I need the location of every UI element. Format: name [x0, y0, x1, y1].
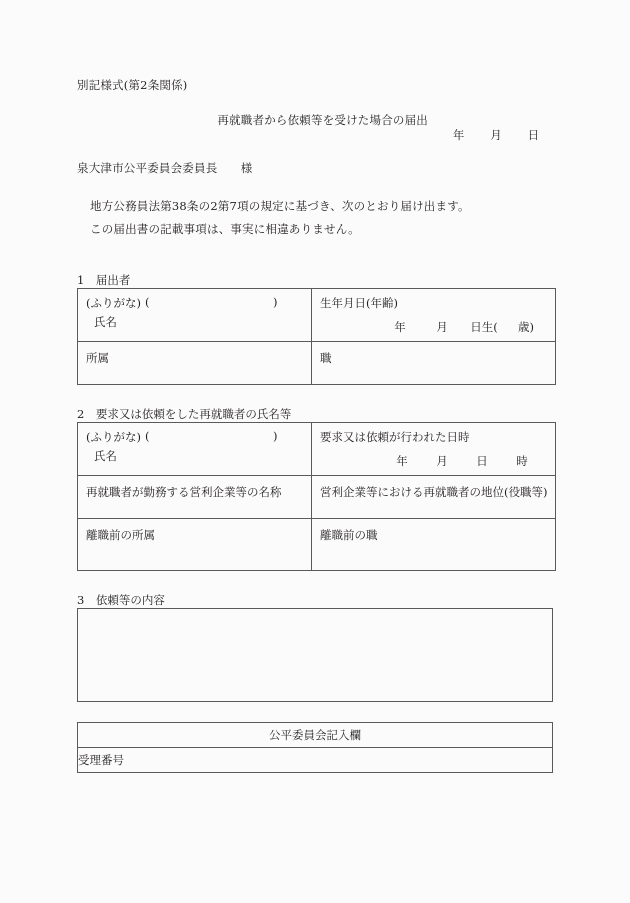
- submission-date-year: 年: [452, 128, 465, 142]
- previous-position-label: 離職前の職: [320, 528, 378, 542]
- receipt-number-cell[interactable]: [78, 748, 553, 773]
- table-row: [78, 748, 553, 773]
- request-datetime-line: [320, 453, 542, 469]
- request-content-textarea[interactable]: [77, 608, 553, 702]
- registrant-furigana-label: (ふりがな): [86, 296, 141, 310]
- registrant-name-label: 氏名: [94, 315, 117, 329]
- reemployed-furigana-paren-close: ): [273, 429, 278, 443]
- registrant-birth-month: 月: [436, 320, 448, 334]
- registrant-affiliation-label: 所属: [86, 351, 109, 365]
- registrant-birth-day: 日生(: [470, 320, 498, 334]
- table-row: [78, 342, 556, 385]
- registrant-name-cell[interactable]: [78, 289, 312, 342]
- reemployed-furigana-label: (ふりがな): [86, 430, 141, 444]
- previous-affiliation-label: 離職前の所属: [86, 528, 155, 542]
- previous-position-cell[interactable]: [312, 519, 556, 571]
- reemployed-person-table: [77, 422, 556, 571]
- company-position-cell[interactable]: [312, 476, 556, 519]
- table-row: [78, 423, 556, 476]
- table-row: [78, 519, 556, 571]
- request-year: 年: [396, 454, 408, 468]
- reemployed-name-cell[interactable]: [78, 423, 312, 476]
- committee-header-label: 公平委員会記入欄: [269, 728, 361, 742]
- body-paragraph-line-1: 地方公務員法第38条の2第7項の規定に基づき、次のとおり届け出ます。: [90, 199, 470, 213]
- request-day: 日: [476, 454, 488, 468]
- submission-date-line: [440, 127, 552, 143]
- request-hour: 時: [516, 454, 528, 468]
- section-2-heading: 2 要求又は依頼をした再就職者の氏名等: [77, 407, 292, 421]
- previous-affiliation-cell[interactable]: [78, 519, 312, 571]
- registrant-position-label: 職: [320, 351, 332, 365]
- reemployed-furigana-paren-open: (: [145, 429, 150, 443]
- registrant-birthdate-line: [320, 319, 547, 335]
- page-title-text: 再就職者から依頼等を受けた場合の届出: [217, 112, 429, 127]
- registrant-position-cell[interactable]: [312, 342, 556, 385]
- reemployed-name-label: 氏名: [94, 449, 117, 463]
- company-name-cell[interactable]: [78, 476, 312, 519]
- table-row: [78, 289, 556, 342]
- committee-table: [77, 722, 553, 773]
- form-code-label: 別記様式(第2条関係): [77, 78, 188, 92]
- company-name-label: 再就職者が勤務する営利企業等の名称: [86, 485, 282, 499]
- submission-date-day: 日: [527, 128, 540, 142]
- section-3-heading: 3 依頼等の内容: [77, 593, 165, 607]
- registrant-table: [77, 288, 556, 385]
- section-1-heading: 1 届出者: [77, 273, 131, 287]
- registrant-birthdate-title: 生年月日(年齢): [320, 296, 398, 310]
- registrant-birth-year: 年: [394, 320, 406, 334]
- registrant-birthdate-cell[interactable]: [312, 289, 556, 342]
- request-datetime-cell[interactable]: [312, 423, 556, 476]
- table-row: [78, 476, 556, 519]
- request-datetime-title: 要求又は依頼が行われた日時: [320, 430, 470, 444]
- company-position-label: 営利企業等における再就職者の地位(役職等): [320, 485, 548, 499]
- receipt-number-label: 受理番号: [78, 753, 124, 767]
- submission-date-month: 月: [490, 128, 502, 142]
- committee-header-cell: [78, 723, 553, 748]
- registrant-affiliation-cell[interactable]: [78, 342, 312, 385]
- request-month: 月: [436, 454, 448, 468]
- registrant-furigana-paren-close: ): [273, 295, 278, 309]
- registrant-furigana-paren-open: (: [145, 295, 150, 309]
- addressee-label: 泉大津市公平委員会委員長 様: [77, 161, 253, 175]
- body-paragraph-line-2: この届出書の記載事項は、事実に相違ありません。: [90, 222, 360, 236]
- registrant-birth-age: 歳): [518, 320, 534, 334]
- table-row: [78, 723, 553, 748]
